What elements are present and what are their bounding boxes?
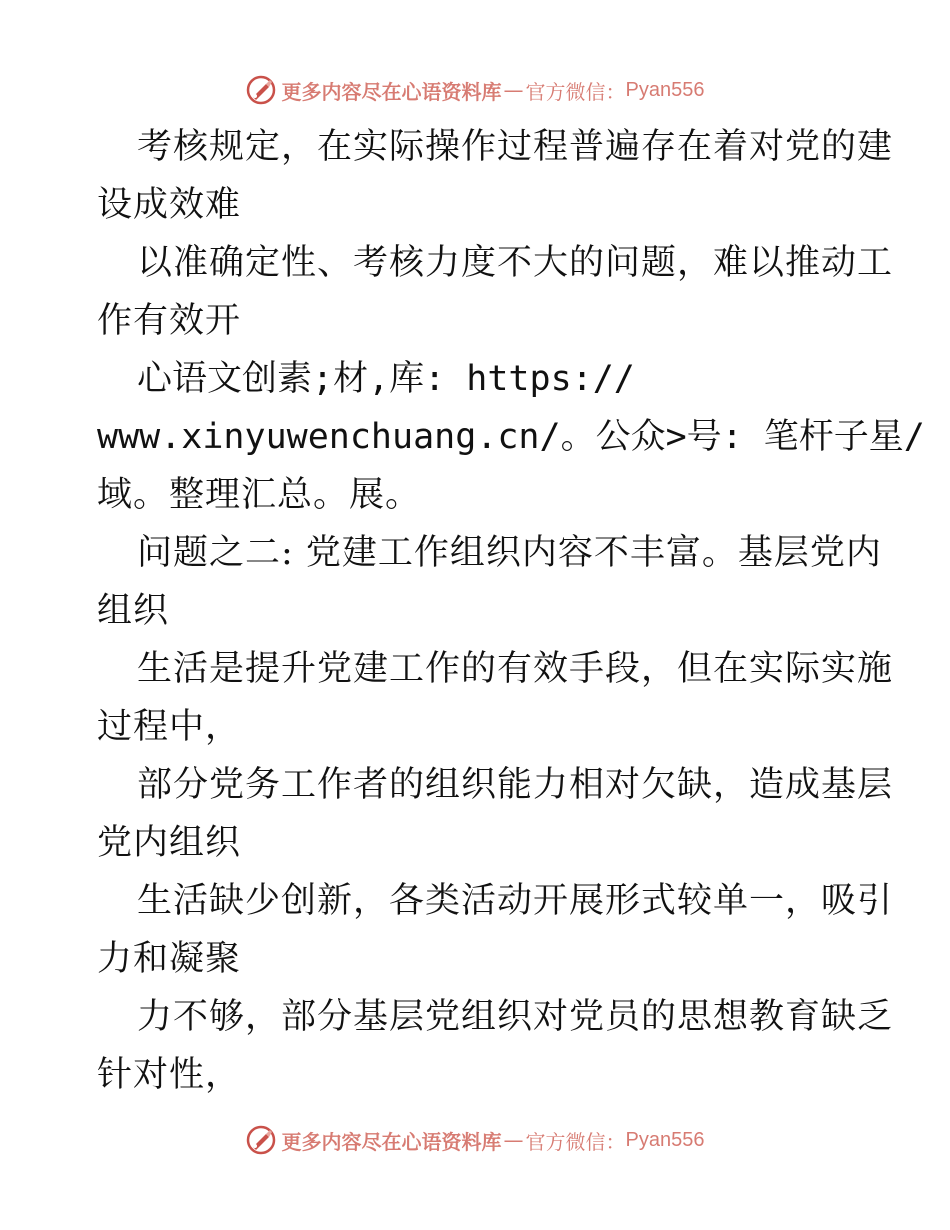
text-line: 以准确定性、考核力度不大的问题，难以推动工 <box>137 243 894 283</box>
text-line: 问题之二: 党建工作组织内容不丰富。基层党内 <box>137 533 882 573</box>
text-line: 域。整理汇总。展。 <box>97 475 422 515</box>
banner-wechat-id: Pyan556 <box>625 1128 705 1151</box>
text-line: 过程中， <box>97 707 242 747</box>
banner-wechat-id: Pyan556 <box>625 78 705 101</box>
banner-dash: — <box>503 1128 524 1152</box>
text-line: 针对性， <box>97 1055 242 1095</box>
pen-logo-icon <box>246 1125 276 1155</box>
banner-wechat-label: 官方微信： <box>525 1129 626 1154</box>
text-line: 力和凝聚 <box>97 939 242 979</box>
banner-dash: — <box>503 78 524 102</box>
footer-watermark-banner <box>0 1122 950 1158</box>
text-line: 组织 <box>97 591 170 631</box>
banner-text: 更多内容尽在心语资料库 <box>281 1129 502 1154</box>
text-line: 心语文创素;材,库: https:// <box>137 359 635 399</box>
text-line: 生活是提升党建工作的有效手段，但在实际实施 <box>137 649 894 689</box>
text-line: www.xinyuwenchuang.cn/。公众>号: 笔杆子星/ <box>97 417 925 457</box>
text-line: 力不够，部分基层党组织对党员的思想教育缺乏 <box>137 997 894 1037</box>
document-body <box>97 118 925 1104</box>
header-watermark-banner <box>0 72 950 108</box>
pen-logo-icon <box>246 75 276 105</box>
banner-text: 更多内容尽在心语资料库 <box>281 79 502 104</box>
text-line: 作有效开 <box>97 301 242 341</box>
text-line: 生活缺少创新，各类活动开展形式较单一，吸引 <box>137 881 894 921</box>
text-line: 党内组织 <box>97 823 242 863</box>
banner-wechat-label: 官方微信： <box>525 79 626 104</box>
text-line: 设成效难 <box>97 185 242 225</box>
text-line: 考核规定，在实际操作过程普遍存在着对党的建 <box>137 127 894 167</box>
text-line: 部分党务工作者的组织能力相对欠缺，造成基层 <box>137 765 894 805</box>
